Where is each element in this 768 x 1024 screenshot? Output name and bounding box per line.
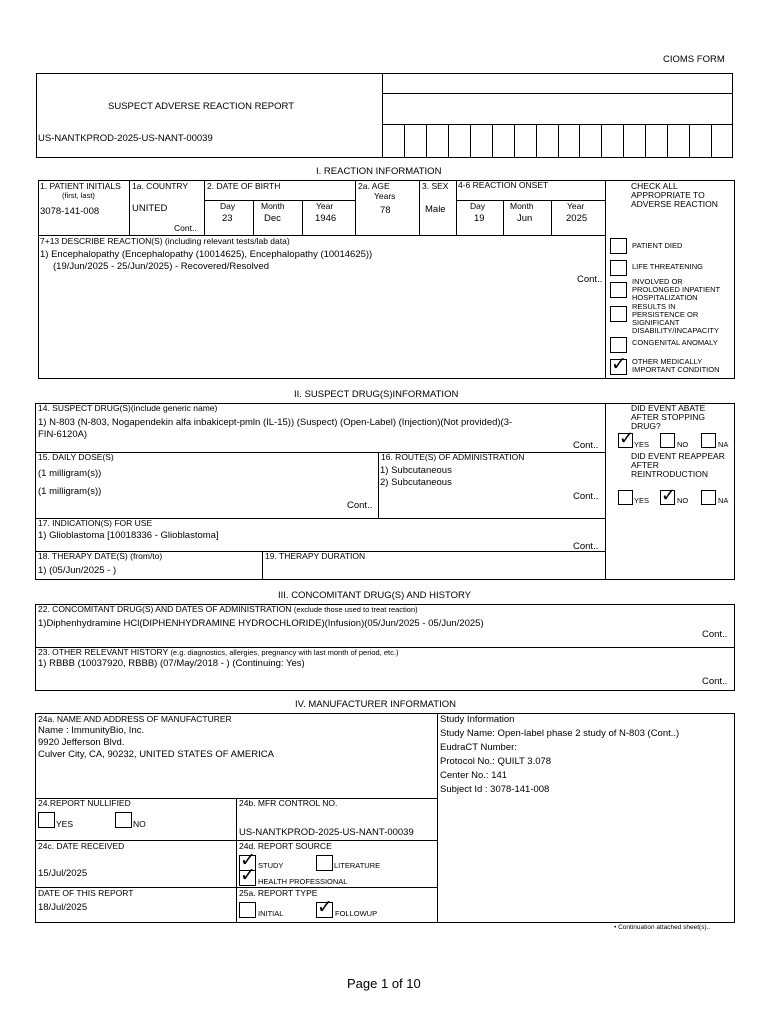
source-hcp-checkbox[interactable]	[239, 870, 256, 886]
life-threatening-label: LIFE THREATENING	[632, 262, 703, 271]
route-label: 16. ROUTE(S) OF ADMINISTRATION	[381, 452, 525, 462]
subject-id: Subject Id : 3078-141-008	[440, 784, 550, 795]
dob-year: 1946	[315, 213, 337, 224]
suspect-drug-line-1: 1) N-803 (N-803, Nogapendekin alfa inbakicept-pmln (IL-15)) (Suspect) (Open-Label) (Injection)(Not provided)(3-	[38, 417, 513, 428]
check-all-label: CHECK ALL APPROPRIATE TO ADVERSE REACTION	[631, 181, 718, 209]
daily-dose-cont[interactable]: Cont..	[347, 500, 373, 511]
onset-month-label: Month	[510, 201, 534, 211]
mfr-control-label: 24b. MFR CONTROL NO.	[239, 798, 338, 808]
disability-label: RESULTS IN PERSISTENCE OR SIGNIFICANT DISABILITY/INCAPACITY	[632, 302, 719, 335]
history-value: 1) RBBB (10037920, RBBB) (07/May/2018 - ) (Continuing: Yes)	[38, 658, 305, 669]
disability-checkbox[interactable]	[610, 306, 627, 322]
header-grid-line	[711, 124, 712, 158]
dob-day-label: Day	[220, 201, 236, 211]
other-medical-label: OTHER MEDICALLY IMPORTANT CONDITION	[632, 357, 720, 374]
daily-dose-label: 15. DAILY DOSE(S)	[38, 452, 114, 462]
sex-label: 3. SEX	[422, 181, 449, 191]
header-grid-line	[470, 124, 471, 158]
concomitant-value: 1)Diphenhydramine HCl(DIPHENHYDRAMINE HYDROCHLORIDE)(Infusion)(05/Jun/2025 - 05/Jun/2025)	[38, 618, 484, 629]
type-initial-checkbox[interactable]	[239, 902, 256, 918]
mfr-label: 24a. NAME AND ADDRESS OF MANUFACTURER	[38, 714, 232, 724]
nullified-yes-checkbox[interactable]	[38, 812, 55, 828]
indication-label: 17. INDICATION(S) FOR USE	[38, 518, 153, 528]
abate-no-label: NO	[677, 440, 689, 449]
onset-day: 19	[474, 213, 485, 224]
suspect-drug-label: 14. SUSPECT DRUG(S)(include generic name)	[38, 403, 218, 413]
therapy-duration-label: 19. THERAPY DURATION	[265, 551, 366, 561]
date-received-value: 15/Jul/2025	[38, 868, 88, 879]
concomitant-label-text: 22. CONCOMITANT DRUG(S) AND DATES OF ADMINISTRATION	[38, 604, 292, 614]
header-grid-line	[448, 124, 449, 158]
type-followup-checkbox[interactable]	[316, 902, 333, 918]
center-number: Center No.: 141	[440, 770, 508, 781]
date-of-report-value: 18/Jul/2025	[38, 902, 88, 913]
history-label-text: 23. OTHER RELEVANT HISTORY	[38, 647, 169, 657]
patient-initials-label: 1. PATIENT INITIALS	[40, 181, 121, 191]
source-hcp-label: HEALTH PROFESSIONAL	[258, 877, 348, 886]
type-initial-label: INITIAL	[258, 909, 284, 918]
congenital-label: CONGENITAL ANOMALY	[632, 338, 718, 347]
describe-label: 7+13 DESCRIBE REACTION(S) (including relevant tests/lab data)	[40, 236, 290, 246]
hospitalization-checkbox[interactable]	[610, 282, 627, 298]
protocol-number: Protocol No.: QUILT 3.078	[440, 756, 552, 767]
route-2: 2) Subcutaneous	[380, 477, 452, 488]
daily-dose-1: (1 milligram(s))	[38, 468, 102, 479]
country-label: 1a. COUNTRY	[132, 181, 189, 191]
report-title: SUSPECT ADVERSE REACTION REPORT	[108, 101, 294, 112]
history-cont[interactable]: Cont..	[702, 676, 728, 687]
patient-initials-sub: (first, last)	[62, 191, 95, 200]
form-name: CIOMS FORM	[663, 54, 725, 65]
source-literature-checkbox[interactable]	[316, 855, 333, 871]
history-label-note: (e.g. diagnostics, allergies, pregnancy with last month of period, etc.)	[170, 648, 399, 657]
header-grid-line	[689, 124, 690, 158]
reappear-yes-checkbox[interactable]	[618, 490, 633, 505]
page-number: Page 1 of 10	[347, 976, 421, 991]
header-grid-line	[536, 124, 537, 158]
header-box	[36, 73, 733, 158]
age-value: 78	[380, 205, 391, 216]
concomitant-label-note: (exclude those used to treat reaction)	[293, 605, 418, 614]
header-grid-line	[404, 124, 405, 158]
abate-yes-label: YES	[634, 440, 650, 449]
manufacturer-box	[35, 713, 735, 923]
abate-no-checkbox[interactable]	[660, 433, 675, 448]
hospitalization-label: INVOLVED OR PROLONGED INPATIENT HOSPITALIZATION	[632, 277, 720, 302]
mfr-address-2: Culver City, CA, 90232, UNITED STATES OF AMERICA	[38, 749, 274, 760]
reappear-yes-label: YES	[634, 496, 650, 505]
dob-month: Dec	[264, 213, 281, 224]
reaction-line-2: (19/Jun/2025 - 25/Jun/2025) - Recovered/Resolved	[53, 261, 269, 272]
nullified-no-checkbox[interactable]	[115, 812, 132, 828]
type-followup-label: FOLLOWUP	[335, 909, 378, 918]
daily-dose-2: (1 milligram(s))	[38, 486, 102, 497]
nullified-no-label: NO	[133, 819, 146, 829]
age-label: 2a. AGE	[358, 181, 390, 191]
patient-died-label: PATIENT DIED	[632, 241, 683, 250]
suspect-drug-line-2: FIN-6120A)	[38, 429, 88, 440]
header-grid-line	[514, 124, 515, 158]
age-unit: Years	[374, 191, 396, 201]
onset-day-label: Day	[470, 201, 486, 211]
therapy-dates-label: 18. THERAPY DATE(S) (from/to)	[38, 551, 163, 561]
reappear-no-checkbox[interactable]	[660, 490, 675, 505]
dob-cont[interactable]: Cont..	[174, 223, 197, 233]
reaction-line-1: 1) Encephalopathy (Encephalopathy (10014625), Encephalopathy (10014625))	[40, 249, 373, 260]
date-of-report-label: DATE OF THIS REPORT	[38, 888, 134, 898]
abate-label: DID EVENT ABATE AFTER STOPPING DRUG?	[631, 403, 706, 431]
section-4-title: IV. MANUFACTURER INFORMATION	[295, 699, 456, 710]
mfr-name: Name : ImmunityBio, Inc.	[38, 725, 145, 736]
reappear-no-label: NO	[677, 496, 689, 505]
study-name: Study Name: Open-label phase 2 study of N-803 (Cont..)	[440, 728, 680, 739]
header-grid-line	[426, 124, 427, 158]
study-info-heading: Study Information	[440, 714, 515, 725]
dob-label: 2. DATE OF BIRTH	[207, 181, 281, 191]
header-grid-line	[645, 124, 646, 158]
therapy-dates-value: 1) (05/Jun/2025 - )	[38, 565, 117, 576]
onset-month: Jun	[517, 213, 533, 224]
header-grid-line	[558, 124, 559, 158]
reappear-na-label: NA	[718, 496, 729, 505]
section-3-title: III. CONCOMITANT DRUG(S) AND HISTORY	[278, 590, 472, 601]
reappear-na-checkbox[interactable]	[701, 490, 716, 505]
indication-value: 1) Glioblastoma [10018336 - Glioblastoma]	[38, 530, 219, 541]
onset-year: 2025	[566, 213, 588, 224]
nullified-yes-label: YES	[56, 819, 74, 829]
abate-na-label: NA	[718, 440, 729, 449]
report-id: US-NANTKPROD-2025-US-NANT-00039	[38, 133, 213, 144]
patient-died-checkbox[interactable]	[610, 238, 627, 254]
header-grid-line	[601, 124, 602, 158]
report-type-label: 25a. REPORT TYPE	[239, 888, 318, 898]
sex-value: Male	[425, 204, 446, 215]
concomitant-cont[interactable]: Cont..	[702, 629, 728, 640]
country-value: UNITED	[132, 203, 168, 214]
reappear-label: DID EVENT REAPPEAR AFTER REINTRODUCTION	[631, 451, 725, 479]
other-medical-checkbox[interactable]	[610, 359, 627, 375]
history-label	[38, 648, 398, 658]
abate-yes-checkbox[interactable]	[618, 433, 633, 448]
patient-initials-value: 3078-141-008	[40, 206, 100, 217]
header-grid-line	[667, 124, 668, 158]
route-cont[interactable]: Cont..	[573, 491, 599, 502]
route-1: 1) Subcutaneous	[380, 465, 452, 476]
eudract-number: EudraCT Number:	[440, 742, 517, 753]
suspect-drug-cont[interactable]: Cont..	[573, 440, 599, 451]
section-1-title: I. REACTION INFORMATION	[316, 166, 442, 177]
dob-day: 23	[222, 213, 233, 224]
onset-year-label: Year	[567, 201, 585, 211]
abate-na-checkbox[interactable]	[701, 433, 716, 448]
indication-cont[interactable]: Cont..	[573, 541, 599, 552]
header-grid-line	[579, 124, 580, 158]
report-source-label: 24d. REPORT SOURCE	[239, 841, 332, 851]
date-received-label: 24c. DATE RECEIVED	[38, 841, 125, 851]
concomitant-label	[38, 605, 418, 615]
mfr-address-1: 9920 Jefferson Blvd.	[38, 737, 125, 748]
dob-month-label: Month	[261, 201, 285, 211]
section-2-title: II. SUSPECT DRUG(S)INFORMATION	[294, 389, 459, 400]
continuation-note: • Continuation attached sheet(s)..	[614, 924, 711, 931]
life-threatening-checkbox[interactable]	[610, 260, 627, 276]
header-grid-line	[623, 124, 624, 158]
report-nullified-label: 24.REPORT NULLIFIED	[38, 798, 131, 808]
source-literature-label: LITERATURE	[334, 861, 381, 870]
dob-year-label: Year	[316, 201, 334, 211]
reaction-cont[interactable]: Cont..	[577, 274, 603, 285]
header-grid-line	[492, 124, 493, 158]
source-study-label: STUDY	[258, 861, 284, 870]
onset-label: 4-6 REACTION ONSET	[458, 180, 549, 190]
congenital-checkbox[interactable]	[610, 337, 627, 353]
mfr-control-value: US-NANTKPROD-2025-US-NANT-00039	[239, 827, 414, 838]
